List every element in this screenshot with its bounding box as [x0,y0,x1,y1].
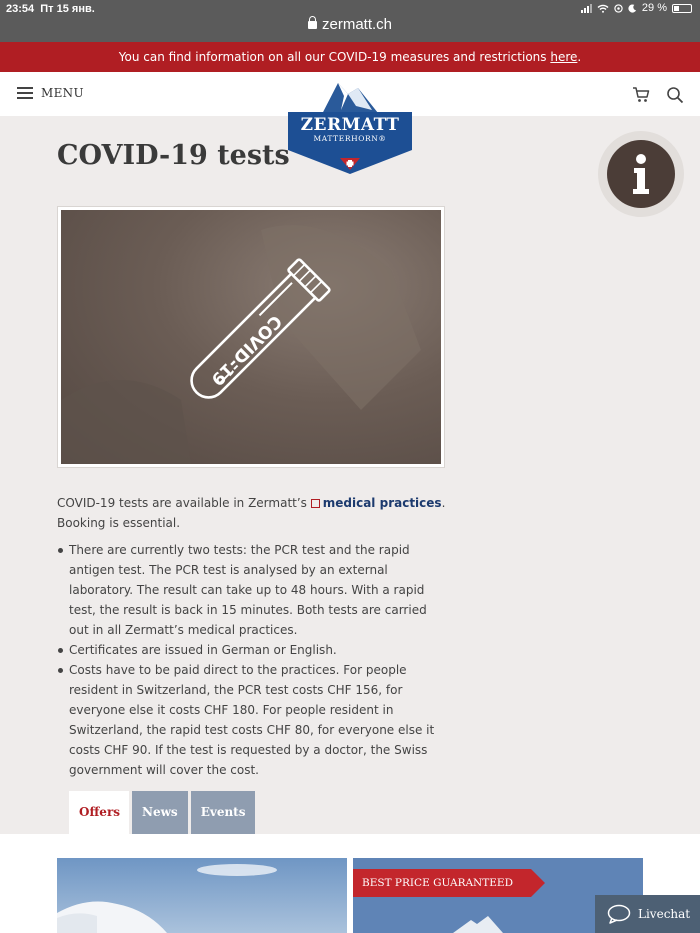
info-button[interactable] [598,131,684,217]
signal-icon [581,4,592,13]
offer-card[interactable] [57,858,347,933]
list-item: Certificates are issued in German or English. [57,640,447,660]
lock-icon [308,21,317,29]
tab-news[interactable]: News [132,791,188,834]
test-tube-illustration [61,210,441,464]
list-item: Costs have to be paid direct to the practices. For people resident in Switzerland, the PCR test costs CHF 156, for everyone else it costs CHF 180. For people resident in Switzerland, the rapid test costs CHF 80, for everyone else it costs CHF 90. If the test is requested by a doctor, the Swiss government will cover the cost. [57,660,447,780]
list-item: There are currently two tests: the PCR test and the rapid antigen test. The PCR test is analysed by an external laboratory. The result can take up to 48 hours. With a rapid test, the result is back in 15 minutes. Both tests are carried out in all Zermatt’s medical practices. [57,540,447,640]
livechat-label: Livechat [638,907,691,921]
url-text: zermatt.ch [321,16,393,33]
menu-button[interactable] [17,86,84,100]
info-icon [607,140,675,208]
chat-bubble-icon [607,904,631,924]
medical-practices-link[interactable]: medical practices [322,496,442,510]
hero-covid-label: COVID-19 [206,310,286,390]
location-icon [614,4,623,13]
livechat-button[interactable] [595,895,700,933]
best-price-ribbon: BEST PRICE GUARANTEED [353,869,531,897]
intro-paragraph: COVID-19 tests are available in Zermatt’s medical practices. Booking is essential. [57,496,446,530]
search-icon[interactable] [666,86,684,104]
moon-icon [628,4,637,13]
battery-icon [672,4,692,13]
banner-text: You can find information on all our COVID-19 measures and restrictions [118,50,551,64]
zermatt-logo[interactable] [286,80,414,176]
content-tabs [69,791,255,834]
tab-events[interactable]: Events [191,791,256,834]
hero-image [61,210,441,464]
page-title: COVID-19 tests [57,140,290,171]
external-link-icon [311,499,320,508]
status-bar [0,0,700,42]
status-indicators [581,2,692,14]
cart-icon[interactable] [632,86,650,103]
tab-offers[interactable]: Offers [69,791,129,834]
status-time: 23:54 Пт 15 янв. [6,3,95,15]
battery-percent: 29 % [641,2,667,14]
hamburger-icon [17,87,33,99]
hero-image-frame [57,206,445,468]
info-bullet-list [57,540,447,780]
address-bar[interactable] [0,16,700,33]
covid-banner: You can find information on all our COVID-19 measures and restrictions here. [0,42,700,72]
offer-card-image [57,858,347,933]
wifi-icon [597,4,609,13]
menu-label: MENU [41,86,84,100]
logo-text: ZERMATT MATTERHORN® [300,115,400,143]
banner-link[interactable]: here [550,50,578,64]
